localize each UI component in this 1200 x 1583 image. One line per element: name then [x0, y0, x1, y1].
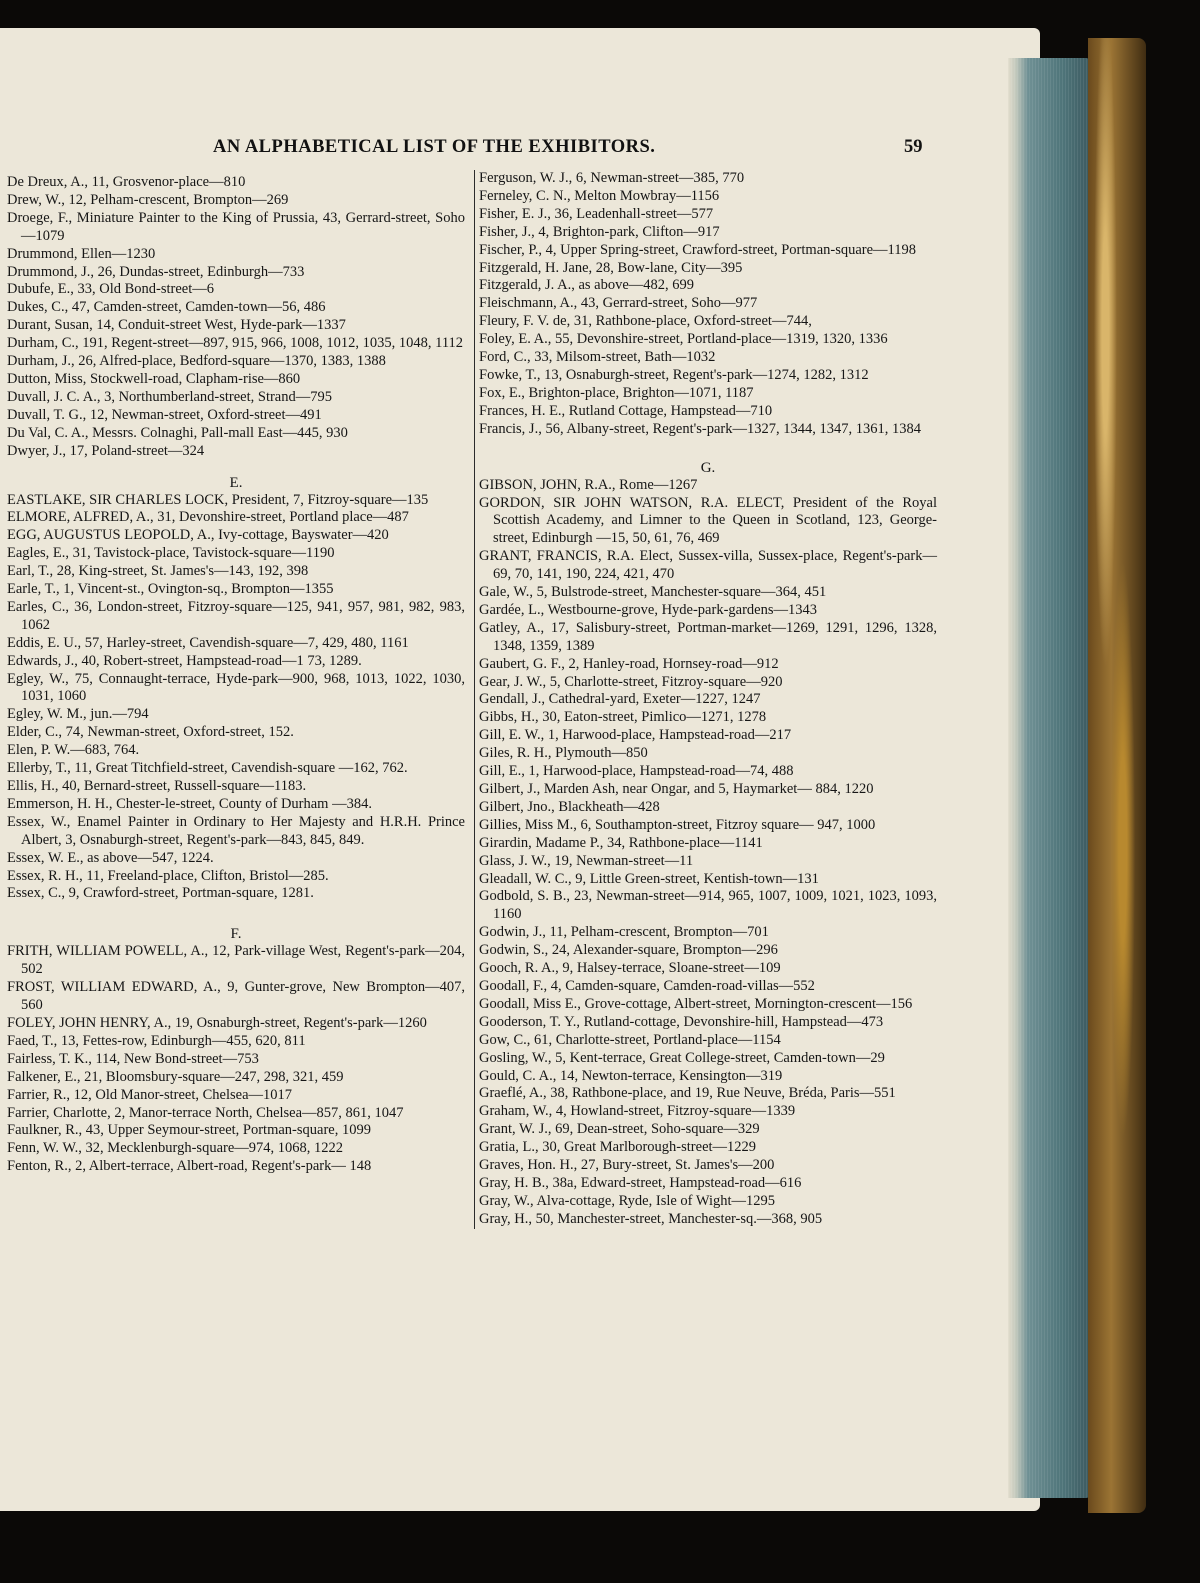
exhibitor-entry: Emmerson, H. H., Chester-le-street, County of Durham —384. — [7, 795, 372, 812]
exhibitor-entry: Giles, R. H., Plymouth—850 — [479, 745, 648, 762]
exhibitor-entry: Dwyer, J., 17, Poland-street—324 — [7, 442, 205, 459]
page-number: 59 — [904, 137, 923, 157]
section-heading-e: E. — [229, 474, 243, 491]
exhibitor-entry: Gould, C. A., 14, Newton-terrace, Kensington—319 — [479, 1067, 783, 1084]
exhibitor-entry: Duvall, T. G., 12, Newman-street, Oxford-street—491 — [7, 406, 322, 423]
exhibitor-entry: Gosling, W., 5, Kent-terrace, Great College-street, Camden-town—29 — [479, 1049, 885, 1066]
exhibitor-entry: Gray, H. B., 38a, Edward-street, Hampstead-road—616 — [479, 1174, 802, 1191]
exhibitor-entry: Drummond, Ellen—1230 — [7, 245, 156, 262]
exhibitor-entry: Fleury, F. V. de, 31, Rathbone-place, Oxford-street—744, — [479, 313, 812, 330]
exhibitor-entry: Essex, W., Enamel Painter in Ordinary to Her Majesty and H.R.H. Prince Albert, 3, Osnaburgh-street, Regent's-park—843, 845, 849. — [7, 813, 465, 848]
exhibitor-entry: Fox, E., Brighton-place, Brighton—1071, 1187 — [479, 384, 754, 401]
exhibitor-entry: Durham, J., 26, Alfred-place, Bedford-square—1370, 1383, 1388 — [7, 353, 386, 370]
exhibitor-entry: FRITH, WILLIAM POWELL, A., 12, Park-village West, Regent's-park—204, 502 — [7, 943, 465, 978]
exhibitor-entry: Frances, H. E., Rutland Cottage, Hampstead—710 — [479, 402, 773, 419]
exhibitor-entry: Essex, C., 9, Crawford-street, Portman-square, 1281. — [7, 885, 314, 902]
exhibitor-entry: FOLEY, JOHN HENRY, A., 19, Osnaburgh-street, Regent's-park—1260 — [7, 1014, 427, 1031]
exhibitor-entry: Fitzgerald, J. A., as above—482, 699 — [479, 277, 695, 294]
exhibitor-entry: Ellerby, T., 11, Great Titchfield-street, Cavendish-square —162, 762. — [7, 760, 408, 777]
exhibitor-entry: Fenton, R., 2, Albert-terrace, Albert-road, Regent's-park— 148 — [7, 1158, 372, 1175]
exhibitor-entry: Godwin, S., 24, Alexander-square, Brompton—296 — [479, 942, 778, 959]
exhibitor-entry: Godbold, S. B., 23, Newman-street—914, 965, 1007, 1009, 1021, 1023, 1093, 1160 — [479, 888, 937, 923]
exhibitor-entry: Duvall, J. C. A., 3, Northumberland-street, Strand—795 — [7, 388, 332, 405]
exhibitor-entry: Egley, W., 75, Connaught-terrace, Hyde-park—900, 968, 1013, 1022, 1030, 1031, 1060 — [7, 670, 465, 705]
exhibitor-entry: Earle, T., 1, Vincent-st., Ovington-sq., Brompton—1355 — [7, 581, 334, 598]
exhibitor-entry: Gill, E., 1, Harwood-place, Hampstead-road—74, 488 — [479, 763, 794, 780]
left-column — [7, 174, 465, 1176]
exhibitor-entry: Drummond, J., 26, Dundas-street, Edinburgh—733 — [7, 263, 305, 280]
exhibitor-entry: Gray, W., Alva-cottage, Ryde, Isle of Wight—1295 — [479, 1192, 776, 1209]
exhibitor-entry: Elen, P. W.—683, 764. — [7, 742, 140, 759]
exhibitor-entry: Gibbs, H., 30, Eaton-street, Pimlico—1271, 1278 — [479, 709, 767, 726]
exhibitor-entry: Gooderson, T. Y., Rutland-cottage, Devonshire-hill, Hampstead—473 — [479, 1013, 884, 1030]
exhibitor-entry: Ellis, H., 40, Bernard-street, Russell-square—1183. — [7, 778, 307, 794]
exhibitor-entry: Eagles, E., 31, Tavistock-place, Tavistock-square—1190 — [7, 545, 335, 562]
exhibitor-entry: EGG, AUGUSTUS LEOPOLD, A., Ivy-cottage, Bayswater—420 — [7, 527, 389, 544]
exhibitor-entry: Dubufe, E., 33, Old Bond-street—6 — [7, 281, 214, 298]
page-header — [0, 137, 1000, 163]
exhibitor-entry: Durham, C., 191, Regent-street—897, 915, 966, 1008, 1012, 1035, 1048, 1112 — [7, 335, 464, 352]
exhibitor-entry: Gilbert, Jno., Blackheath—428 — [479, 798, 660, 815]
exhibitor-entry: Graves, Hon. H., 27, Bury-street, St. James's—200 — [479, 1157, 775, 1174]
exhibitor-entry: Girardin, Madame P., 34, Rathbone-place—1141 — [479, 834, 763, 851]
exhibitor-entry: Drew, W., 12, Pelham-crescent, Brompton—269 — [7, 191, 289, 208]
exhibitor-entry: De Dreux, A., 11, Grosvenor-place—810 — [7, 174, 246, 190]
exhibitor-entry: GRANT, FRANCIS, R.A. Elect, Sussex-villa, Sussex-place, Regent's-park—69, 70, 141, 190, 224, 421, 470 — [479, 548, 937, 583]
exhibitor-entry: Foley, E. A., 55, Devonshire-street, Portland-place—1319, 1320, 1336 — [479, 331, 888, 348]
exhibitor-entry: Earl, T., 28, King-street, St. James's—143, 192, 398 — [7, 563, 309, 580]
exhibitor-entry: Graeflé, A., 38, Rathbone-place, and 19, Rue Neuve, Bréda, Paris—551 — [479, 1085, 896, 1102]
section-d — [7, 174, 465, 461]
exhibitor-entry: Gray, H., 50, Manchester-street, Manchester-sq.—368, 905 — [479, 1210, 823, 1227]
exhibitor-entry: Gardée, L., Westbourne-grove, Hyde-park-gardens—1343 — [479, 601, 817, 618]
exhibitor-entry: Durant, Susan, 14, Conduit-street West, Hyde-park—1337 — [7, 317, 346, 334]
exhibitor-entry: Essex, R. H., 11, Freeland-place, Clifton, Bristol—285. — [7, 867, 329, 884]
exhibitor-entry: Fairless, T. K., 114, New Bond-street—753 — [7, 1050, 259, 1067]
exhibitor-entry: Francis, J., 56, Albany-street, Regent's-park—1327, 1344, 1347, 1361, 1384 — [479, 420, 921, 437]
exhibitor-entry: Fisher, E. J., 36, Leadenhall-street—577 — [479, 205, 714, 222]
exhibitor-entry: Gaubert, G. F., 2, Hanley-road, Hornsey-road—912 — [479, 655, 779, 672]
exhibitor-entry: Faulkner, R., 43, Upper Seymour-street, Portman-square, 1099 — [7, 1122, 371, 1139]
exhibitor-entry: Essex, W. E., as above—547, 1224. — [7, 849, 214, 866]
exhibitor-entry: Ford, C., 33, Milsom-street, Bath—1032 — [479, 349, 716, 366]
section-heading-f: F. — [230, 926, 242, 943]
exhibitor-entry: Faed, T., 13, Fettes-row, Edinburgh—455, 620, 811 — [7, 1032, 306, 1049]
exhibitor-entry: Fischer, P., 4, Upper Spring-street, Crawford-street, Portman-square—1198 — [479, 241, 917, 258]
exhibitor-entry: Goodall, Miss E., Grove-cottage, Albert-street, Mornington-crescent—156 — [479, 995, 913, 1012]
page-title: AN ALPHABETICAL LIST OF THE EXHIBITORS. — [213, 137, 656, 157]
exhibitor-entry: Eddis, E. U., 57, Harley-street, Cavendish-square—7, 429, 480, 1161 — [7, 634, 409, 651]
exhibitor-entry: Dukes, C., 47, Camden-street, Camden-town—56, 486 — [7, 299, 326, 316]
exhibitor-entry: Fowke, T., 13, Osnaburgh-street, Regent's-park—1274, 1282, 1312 — [479, 366, 869, 383]
exhibitor-entry: Goodall, F., 4, Camden-square, Camden-road-villas—552 — [479, 977, 815, 994]
exhibitor-entry: Gatley, A., 17, Salisbury-street, Portman-market—1269, 1291, 1296, 1328, 1348, 1359, 1389 — [479, 619, 937, 654]
exhibitor-entry: Ferguson, W. J., 6, Newman-street—385, 770 — [479, 170, 745, 186]
exhibitor-entry: Gendall, J., Cathedral-yard, Exeter—1227, 1247 — [479, 691, 761, 708]
exhibitor-entry: Du Val, C. A., Messrs. Colnaghi, Pall-mall East—445, 930 — [7, 424, 348, 441]
exhibitor-entry: Gale, W., 5, Bulstrode-street, Manchester-square—364, 451 — [479, 584, 827, 601]
exhibitor-entry: FROST, WILLIAM EDWARD, A., 9, Gunter-grove, New Brompton—407, 560 — [7, 979, 465, 1014]
exhibitor-entry: Gill, E. W., 1, Harwood-place, Hampstead-road—217 — [479, 727, 792, 744]
exhibitor-entry: GIBSON, JOHN, R.A., Rome—1267 — [479, 476, 698, 493]
exhibitor-entry: ELMORE, ALFRED, A., 31, Devonshire-street, Portland place—487 — [7, 509, 409, 526]
exhibitor-entry: Glass, J. W., 19, Newman-street—11 — [479, 852, 694, 869]
section-heading-g: G. — [700, 459, 716, 476]
section-f-right — [479, 170, 937, 439]
exhibitor-entry: Edwards, J., 40, Robert-street, Hampstead-road—1 73, 1289. — [7, 652, 362, 669]
exhibitor-entry: Gillies, Miss M., 6, Southampton-street, Fitzroy square— 947, 1000 — [479, 816, 876, 833]
exhibitor-entry: Grant, W. J., 69, Dean-street, Soho-square—329 — [479, 1121, 760, 1138]
section-f-left — [7, 943, 465, 1176]
exhibitor-entry: Ferneley, C. N., Melton Mowbray—1156 — [479, 187, 720, 204]
exhibitor-entry: EASTLAKE, SIR CHARLES LOCK, President, 7, Fitzroy-square—135 — [7, 491, 429, 508]
exhibitor-entry: Elder, C., 74, Newman-street, Oxford-street, 152. — [7, 724, 294, 741]
book-cover — [1088, 38, 1146, 1513]
exhibitor-entry: Falkener, E., 21, Bloomsbury-square—247, 298, 321, 459 — [7, 1068, 344, 1085]
exhibitor-entry: Droege, F., Miniature Painter to the King of Prussia, 43, Gerrard-street, Soho—1079 — [7, 209, 465, 244]
exhibitor-entry: Egley, W. M., jun.—794 — [7, 706, 149, 723]
exhibitor-entry: Earles, C., 36, London-street, Fitzroy-square—125, 941, 957, 981, 982, 983, 1062 — [7, 598, 465, 633]
exhibitor-entry: Graham, W., 4, Howland-street, Fitzroy-square—1339 — [479, 1103, 796, 1120]
exhibitor-entry: Fleischmann, A., 43, Gerrard-street, Soho—977 — [479, 295, 758, 312]
right-column — [474, 170, 937, 1229]
exhibitor-entry: Fenn, W. W., 32, Mecklenburgh-square—974, 1068, 1222 — [7, 1140, 344, 1157]
exhibitor-entry: Gow, C., 61, Charlotte-street, Portland-place—1154 — [479, 1031, 781, 1048]
exhibitor-entry: Farrier, Charlotte, 2, Manor-terrace North, Chelsea—857, 861, 1047 — [7, 1104, 404, 1121]
page-edges — [1008, 58, 1090, 1498]
section-g — [479, 477, 937, 1229]
exhibitor-entry: Gratia, L., 30, Great Marlborough-street—1229 — [479, 1139, 757, 1156]
exhibitor-entry: Fisher, J., 4, Brighton-park, Clifton—917 — [479, 223, 720, 240]
exhibitor-entry: Gleadall, W. C., 9, Little Green-street, Kentish-town—131 — [479, 870, 819, 887]
exhibitor-entry: Godwin, J., 11, Pelham-crescent, Brompton—701 — [479, 924, 769, 941]
exhibitor-entry: Gear, J. W., 5, Charlotte-street, Fitzroy-square—920 — [479, 673, 783, 690]
exhibitor-entry: Gooch, R. A., 9, Halsey-terrace, Sloane-street—109 — [479, 960, 781, 977]
exhibitor-entry: Fitzgerald, H. Jane, 28, Bow-lane, City—395 — [479, 259, 743, 276]
exhibitor-entry: Dutton, Miss, Stockwell-road, Clapham-rise—860 — [7, 370, 301, 387]
section-e — [7, 492, 465, 904]
exhibitor-entry: Farrier, R., 12, Old Manor-street, Chelsea—1017 — [7, 1086, 293, 1103]
exhibitor-entry: Gilbert, J., Marden Ash, near Ongar, and 5, Haymarket— 884, 1220 — [479, 781, 874, 797]
exhibitor-entry: GORDON, SIR JOHN WATSON, R.A. ELECT, President of the Royal Scottish Academy, and Limner to the Queen in Scotland, 123, George-street, Edinburgh —15, 50, 61, 76, 469 — [479, 494, 937, 547]
